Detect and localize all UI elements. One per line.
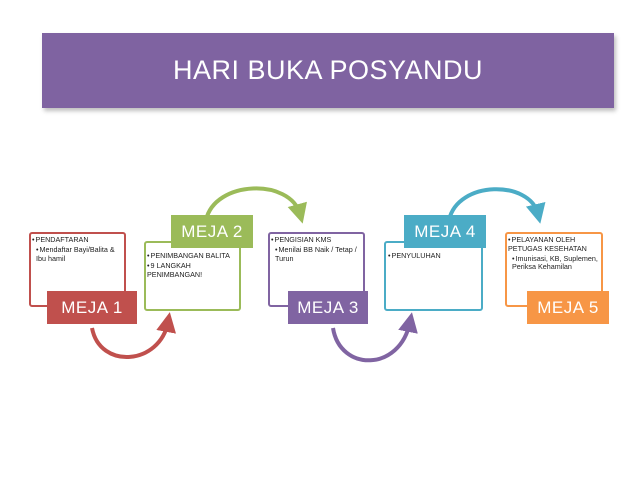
- arc-meja3-to-meja4: [333, 322, 410, 360]
- meja1-subitem: •Mendaftar Bayi/Balita & Ibu hamil: [36, 244, 115, 263]
- meja2-label: MEJA 2: [171, 215, 253, 248]
- meja1-item: •PENDAFTARAN: [32, 235, 89, 244]
- arc-meja1-to-meja2: [92, 322, 168, 357]
- meja1-list: [32, 236, 124, 263]
- meja1-label: MEJA 1: [47, 291, 137, 324]
- meja4-label: MEJA 4: [404, 215, 486, 248]
- meja3-label: MEJA 3: [288, 291, 368, 324]
- meja5-subitem: •Imunisasi, KB, Suplemen, Periksa Kehamilan: [512, 253, 598, 272]
- meja3-list: [271, 236, 363, 263]
- meja2-item: •PENIMBANGAN BALITA: [147, 251, 230, 260]
- page-title: HARI BUKA POSYANDU: [172, 55, 484, 85]
- meja4-list: [388, 252, 480, 261]
- meja5-item: •PELAYANAN OLEH PETUGAS KESEHATAN: [508, 235, 587, 253]
- meja4-item: •PENYULUHAN: [388, 251, 441, 260]
- meja3-subitem: •Menilai BB Naik / Tetap / Turun: [275, 244, 357, 263]
- meja5-list: [508, 236, 600, 272]
- meja5-label: MEJA 5: [527, 291, 609, 324]
- meja2-item: •9 LANGKAH PENIMBANGAN!: [147, 260, 203, 279]
- meja3-item: •PENGISIAN KMS: [271, 235, 332, 244]
- meja2-list: [147, 252, 239, 279]
